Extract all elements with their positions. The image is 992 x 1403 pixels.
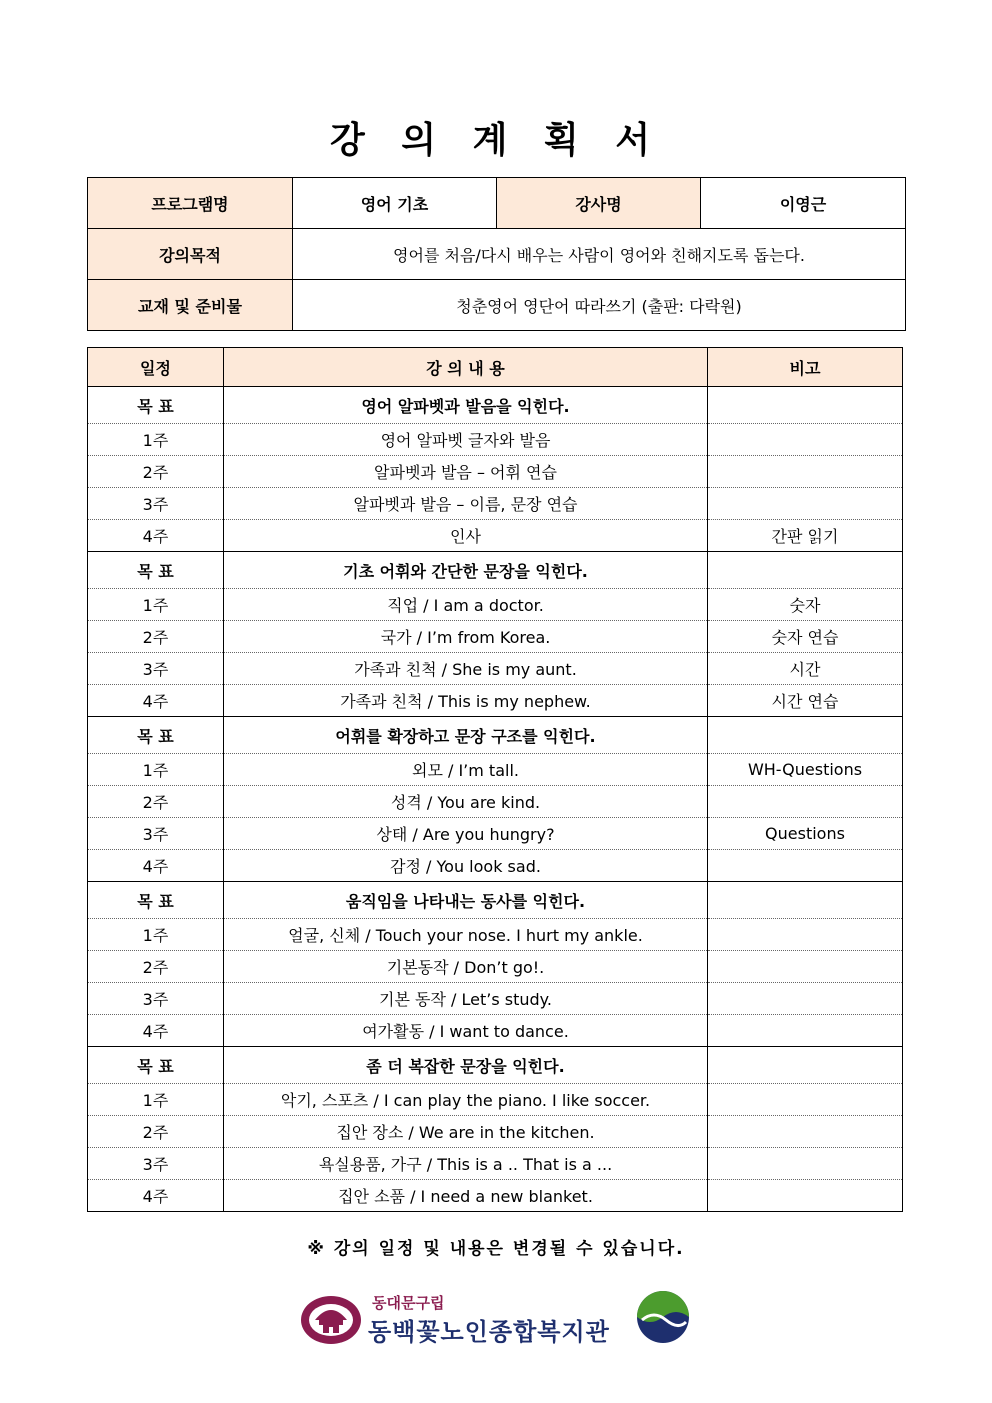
week-row (88, 621, 903, 653)
instructor-value: 이영근 (701, 178, 906, 229)
document-title: 강 의 계 획 서 (329, 120, 662, 161)
goal-note (708, 717, 903, 754)
week-cell: 1주 (88, 754, 224, 786)
week-cell: 4주 (88, 1015, 224, 1047)
goal-note (708, 387, 903, 424)
week-row (88, 786, 903, 818)
week-row (88, 1084, 903, 1116)
content-cell: 상태 / Are you hungry? (224, 818, 708, 850)
goal-label: 목 표 (88, 1047, 224, 1084)
content-cell: 알파벳과 발음 – 이름, 문장 연습 (224, 488, 708, 520)
content-cell: 욕실용품, 가구 / This is a .. That is a ... (224, 1148, 708, 1180)
content-cell: 인사 (224, 520, 708, 552)
note-cell (708, 424, 903, 456)
note-cell: 간판 읽기 (708, 520, 903, 552)
week-row (88, 520, 903, 552)
goal-label: 목 표 (88, 717, 224, 754)
schedule-table (87, 347, 903, 1212)
goal-note (708, 552, 903, 589)
week-cell: 4주 (88, 685, 224, 717)
week-cell: 1주 (88, 424, 224, 456)
content-cell: 기본동작 / Don’t go!. (224, 951, 708, 983)
goal-row (88, 1047, 903, 1084)
note-cell: 숫자 연습 (708, 621, 903, 653)
content-cell: 악기, 스포츠 / I can play the piano. I like soccer. (224, 1084, 708, 1116)
week-cell: 1주 (88, 589, 224, 621)
header-note: 비고 (708, 348, 903, 387)
flower-emblem-icon (300, 1290, 362, 1346)
week-cell: 2주 (88, 621, 224, 653)
goal-text: 어휘를 확장하고 문장 구조를 익힌다. (224, 717, 708, 754)
goal-label: 목 표 (88, 387, 224, 424)
week-cell: 3주 (88, 983, 224, 1015)
note-cell: 시간 (708, 653, 903, 685)
week-row (88, 424, 903, 456)
organization-logo (300, 1288, 692, 1348)
program-info-table (87, 177, 906, 331)
content-cell: 직업 / I am a doctor. (224, 589, 708, 621)
week-row (88, 983, 903, 1015)
schedule-change-note: ※ 강의 일정 및 내용은 변경될 수 있습니다. (307, 1239, 685, 1259)
note-cell: 시간 연습 (708, 685, 903, 717)
materials-label: 교재 및 준비물 (88, 280, 293, 331)
goal-text: 영어 알파벳과 발음을 익힌다. (224, 387, 708, 424)
content-cell: 가족과 친척 / This is my nephew. (224, 685, 708, 717)
week-row (88, 1015, 903, 1047)
goal-row (88, 552, 903, 589)
logo-subtitle: 동대문구립 (372, 1294, 445, 1312)
schedule-header-row (88, 348, 903, 387)
week-row (88, 818, 903, 850)
content-cell: 기본 동작 / Let’s study. (224, 983, 708, 1015)
note-cell (708, 1116, 903, 1148)
note-cell (708, 786, 903, 818)
week-cell: 2주 (88, 951, 224, 983)
content-cell: 국가 / I’m from Korea. (224, 621, 708, 653)
week-cell: 4주 (88, 850, 224, 882)
header-content: 강 의 내 용 (224, 348, 708, 387)
goal-note (708, 882, 903, 919)
week-row (88, 488, 903, 520)
note-cell (708, 919, 903, 951)
week-row (88, 951, 903, 983)
content-cell: 알파벳과 발음 – 어휘 연습 (224, 456, 708, 488)
week-row (88, 1180, 903, 1212)
content-cell: 가족과 친척 / She is my aunt. (224, 653, 708, 685)
note-cell (708, 1084, 903, 1116)
program-value: 영어 기초 (293, 178, 497, 229)
week-cell: 4주 (88, 1180, 224, 1212)
week-cell: 3주 (88, 488, 224, 520)
week-row (88, 1116, 903, 1148)
note-cell (708, 1180, 903, 1212)
week-cell: 2주 (88, 456, 224, 488)
week-cell: 2주 (88, 786, 224, 818)
note-cell: Questions (708, 818, 903, 850)
week-cell: 2주 (88, 1116, 224, 1148)
objective-label: 강의목적 (88, 229, 293, 280)
content-cell: 영어 알파벳 글자와 발음 (224, 424, 708, 456)
week-cell: 3주 (88, 1148, 224, 1180)
note-cell (708, 1015, 903, 1047)
goal-row (88, 882, 903, 919)
week-row (88, 919, 903, 951)
week-row (88, 456, 903, 488)
goal-text: 좀 더 복잡한 문장을 익힌다. (224, 1047, 708, 1084)
goal-row (88, 717, 903, 754)
content-cell: 성격 / You are kind. (224, 786, 708, 818)
week-row (88, 1148, 903, 1180)
week-cell: 3주 (88, 818, 224, 850)
content-cell: 집안 장소 / We are in the kitchen. (224, 1116, 708, 1148)
materials-value: 청춘영어 영단어 따라쓰기 (출판: 다락원) (293, 280, 906, 331)
note-cell (708, 1148, 903, 1180)
note-cell (708, 850, 903, 882)
header-week: 일정 (88, 348, 224, 387)
note-cell: 숫자 (708, 589, 903, 621)
goal-text: 움직임을 나타내는 동사를 익힌다. (224, 882, 708, 919)
goal-note (708, 1047, 903, 1084)
goal-label: 목 표 (88, 552, 224, 589)
logo-name: 동백꽃노인종합복지관 (368, 1318, 610, 1346)
week-cell: 1주 (88, 919, 224, 951)
goal-row (88, 387, 903, 424)
week-row (88, 850, 903, 882)
note-cell (708, 951, 903, 983)
content-cell: 감정 / You look sad. (224, 850, 708, 882)
program-label: 프로그램명 (88, 178, 293, 229)
objective-value: 영어를 처음/다시 배우는 사람이 영어와 친해지도록 돕는다. (293, 229, 906, 280)
week-row (88, 653, 903, 685)
note-cell (708, 488, 903, 520)
content-cell: 얼굴, 신체 / Touch your nose. I hurt my ankle. (224, 919, 708, 951)
circle-symbol-icon (636, 1290, 690, 1344)
content-cell: 외모 / I’m tall. (224, 754, 708, 786)
week-cell: 1주 (88, 1084, 224, 1116)
week-row (88, 685, 903, 717)
content-cell: 집안 소품 / I need a new blanket. (224, 1180, 708, 1212)
week-row (88, 589, 903, 621)
week-row (88, 754, 903, 786)
goal-text: 기초 어휘와 간단한 문장을 익힌다. (224, 552, 708, 589)
week-cell: 3주 (88, 653, 224, 685)
note-cell (708, 456, 903, 488)
note-cell (708, 983, 903, 1015)
note-cell: WH-Questions (708, 754, 903, 786)
content-cell: 여가활동 / I want to dance. (224, 1015, 708, 1047)
week-cell: 4주 (88, 520, 224, 552)
goal-label: 목 표 (88, 882, 224, 919)
instructor-label: 강사명 (497, 178, 701, 229)
